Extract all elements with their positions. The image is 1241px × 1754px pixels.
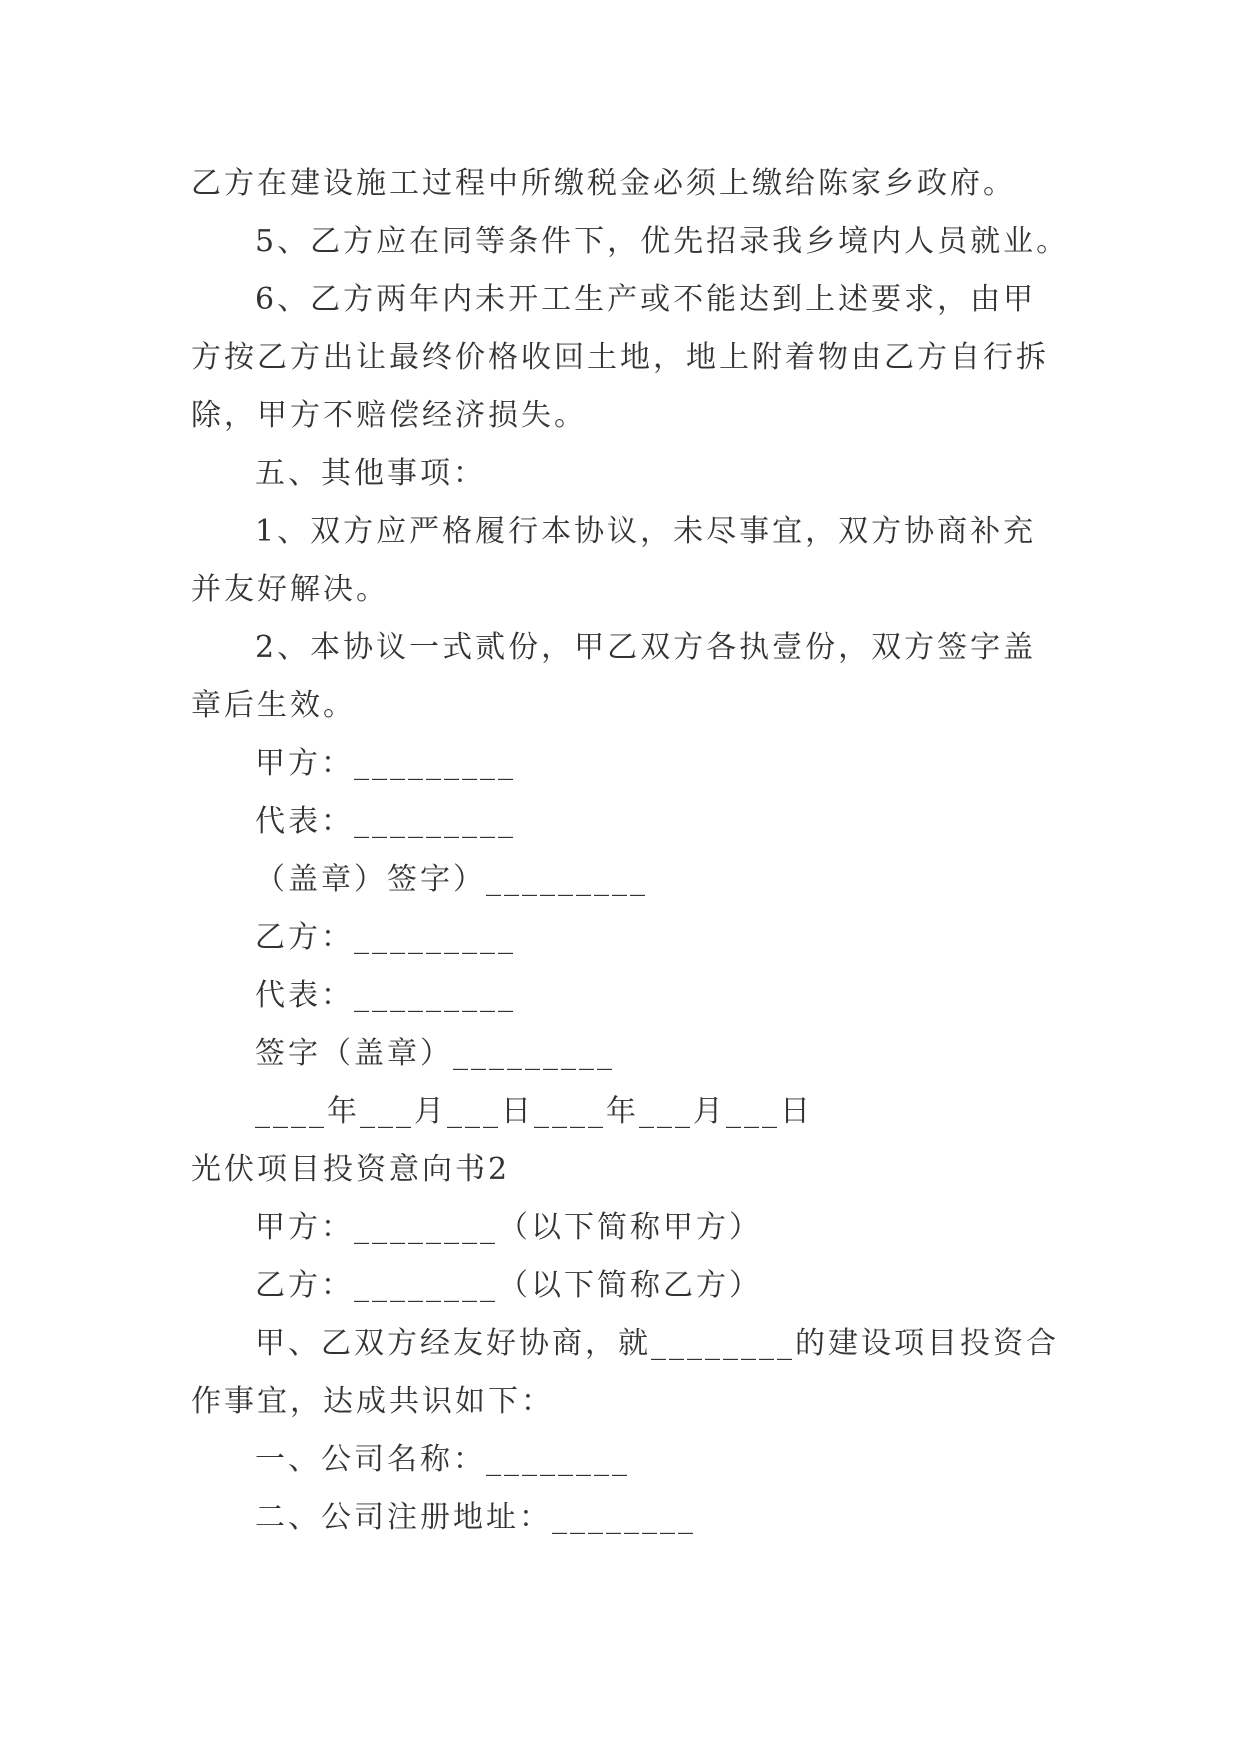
paragraph-line: 章后生效。: [191, 688, 356, 723]
signature-seal-b: 签字（盖章）_________: [255, 1036, 615, 1071]
section-heading-other-matters: 五、其他事项：: [255, 456, 486, 491]
clause-2: 2、本协议一式贰份，甲乙双方各执壹份，双方签字盖: [255, 630, 1037, 665]
signature-seal-a: （盖章）签字）_________: [255, 862, 648, 897]
signature-representative-b: 代表：_________: [255, 978, 516, 1013]
item-company-address: 二、公司注册地址：________: [255, 1500, 696, 1535]
paragraph-line: 方按乙方出让最终价格收回土地，地上附着物由乙方自行拆: [191, 340, 1049, 375]
clause-5: 5、乙方应在同等条件下，优先招录我乡境内人员就业。: [255, 224, 1070, 259]
item-company-name: 一、公司名称：________: [255, 1442, 630, 1477]
paragraph-line: 乙方在建设施工过程中所缴税金必须上缴给陈家乡政府。: [191, 166, 1016, 201]
signature-representative-a: 代表：_________: [255, 804, 516, 839]
signature-party-b: 乙方：_________: [255, 920, 516, 955]
signature-dates: ____年___月___日____年___月___日: [255, 1094, 813, 1129]
paragraph-line: 除，甲方不赔偿经济损失。: [191, 398, 587, 433]
paragraph-line: 并友好解决。: [191, 572, 389, 607]
document-body: [191, 155, 1071, 1547]
paragraph-line: 作事宜，达成共识如下：: [191, 1384, 554, 1419]
document-title: 光伏项目投资意向书2: [191, 1152, 511, 1187]
party-b-line: 乙方：________（以下简称乙方）: [255, 1268, 762, 1303]
clause-6: 6、乙方两年内未开工生产或不能达到上述要求，由甲: [255, 282, 1037, 317]
signature-party-a: 甲方：_________: [255, 746, 516, 781]
party-a-line: 甲方：________（以下简称甲方）: [255, 1210, 762, 1245]
intro-paragraph: 甲、乙双方经友好协商，就________的建设项目投资合: [255, 1326, 1059, 1361]
clause-1: 1、双方应严格履行本协议，未尽事宜，双方协商补充: [255, 514, 1037, 549]
